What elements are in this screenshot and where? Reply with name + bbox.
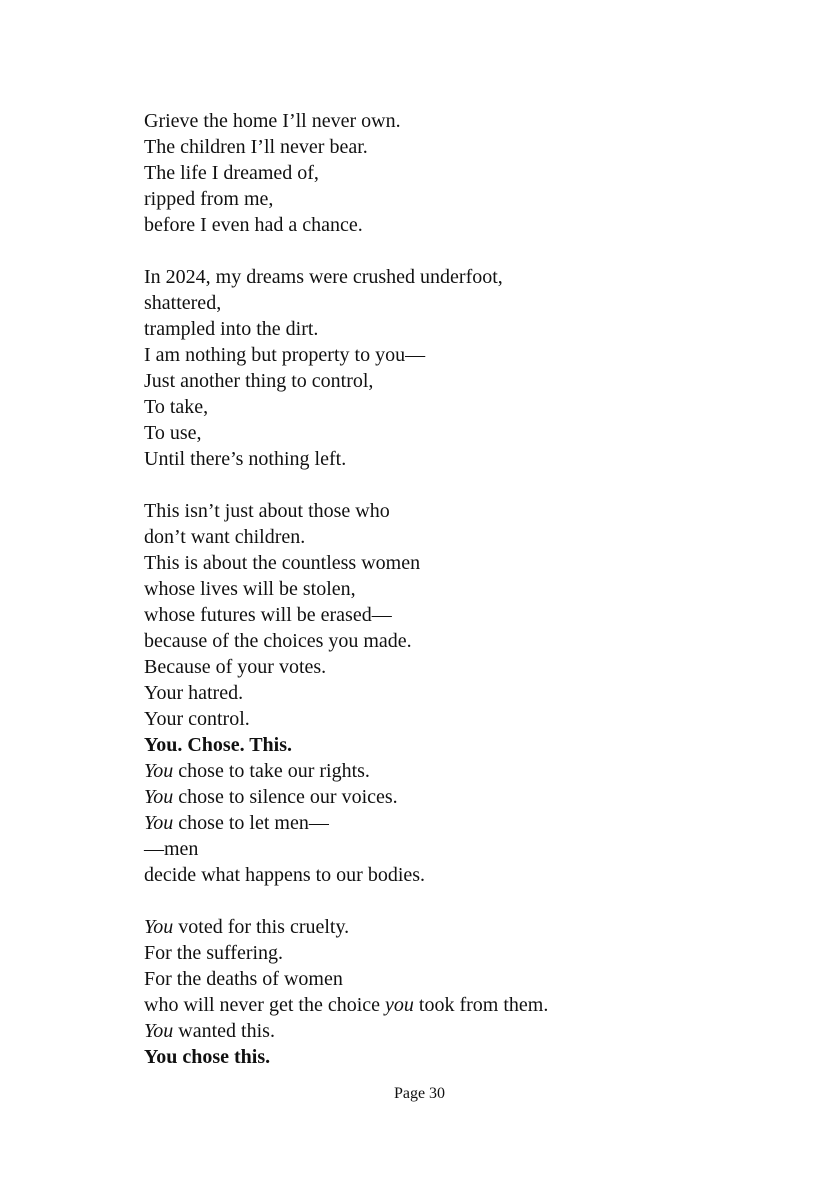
poem-line: The life I dreamed of, [144,162,319,184]
poem-line: This isn’t just about those who [144,500,390,522]
poem-line: I am nothing but property to you— [144,344,426,366]
poem-line [144,992,804,1018]
poem-line: In 2024, my dreams were crushed underfoot, [144,266,503,288]
emphasis-word: You [144,1020,174,1042]
poem-line: Because of your votes. [144,656,327,678]
poem-line: Your hatred. [144,682,244,704]
emphasis-line: You. Chose. This. [144,734,293,756]
line-text: chose to take our rights. [173,760,370,782]
poem-line: don’t want children. [144,526,306,548]
emphasis-word: You [144,916,174,938]
line-text: voted for this cruelty. [173,916,350,938]
poem-line: shattered, [144,292,222,314]
poem-line: because of the choices you made. [144,630,412,652]
poem-line: To use, [144,422,202,444]
poem-line: Your control. [144,708,250,730]
stanza-3 [144,498,804,888]
emphasis-word: You [144,760,174,782]
poem-line: Until there’s nothing left. [144,448,347,470]
poem-line: trampled into the dirt. [144,318,319,340]
poem-line: decide what happens to our bodies. [144,864,426,886]
poem-line: whose lives will be stolen, [144,578,356,600]
line-text: who will never get the choice [144,994,386,1016]
stanza-break [144,888,804,914]
emphasis-word: you [385,994,414,1016]
poem-line: Just another thing to control, [144,370,374,392]
stanza-1 [144,108,804,238]
stanza-break [144,472,804,498]
poem-line [144,914,804,940]
poem-line: whose futures will be erased— [144,604,392,626]
stanza-4 [144,914,804,1070]
poem-line [144,758,804,784]
emphasis-word: You [144,812,174,834]
poem-line [144,784,804,810]
poem-line: For the suffering. [144,942,284,964]
poem-line: This is about the countless women [144,552,421,574]
page-number: Page 30 [393,1085,446,1102]
poem-line: For the deaths of women [144,968,343,990]
stanza-2 [144,264,804,472]
stanza-break [144,238,804,264]
poem-line: ripped from me, [144,188,274,210]
poem-line: —men [144,838,199,860]
poem-line: The children I’ll never bear. [144,136,368,158]
line-text: wanted this. [173,1020,275,1042]
emphasis-word: You [144,786,174,808]
poem-line: Grieve the home I’ll never own. [144,110,401,132]
poem-line: before I even had a chance. [144,214,363,236]
poem-line [144,1018,804,1044]
line-text: chose to silence our voices. [173,786,398,808]
poem-line: To take, [144,396,209,418]
emphasis-line: You chose this. [144,1046,271,1068]
poem [144,108,804,1070]
poem-line [144,810,804,836]
line-text: took from them. [413,994,549,1016]
line-text: chose to let men— [173,812,329,834]
